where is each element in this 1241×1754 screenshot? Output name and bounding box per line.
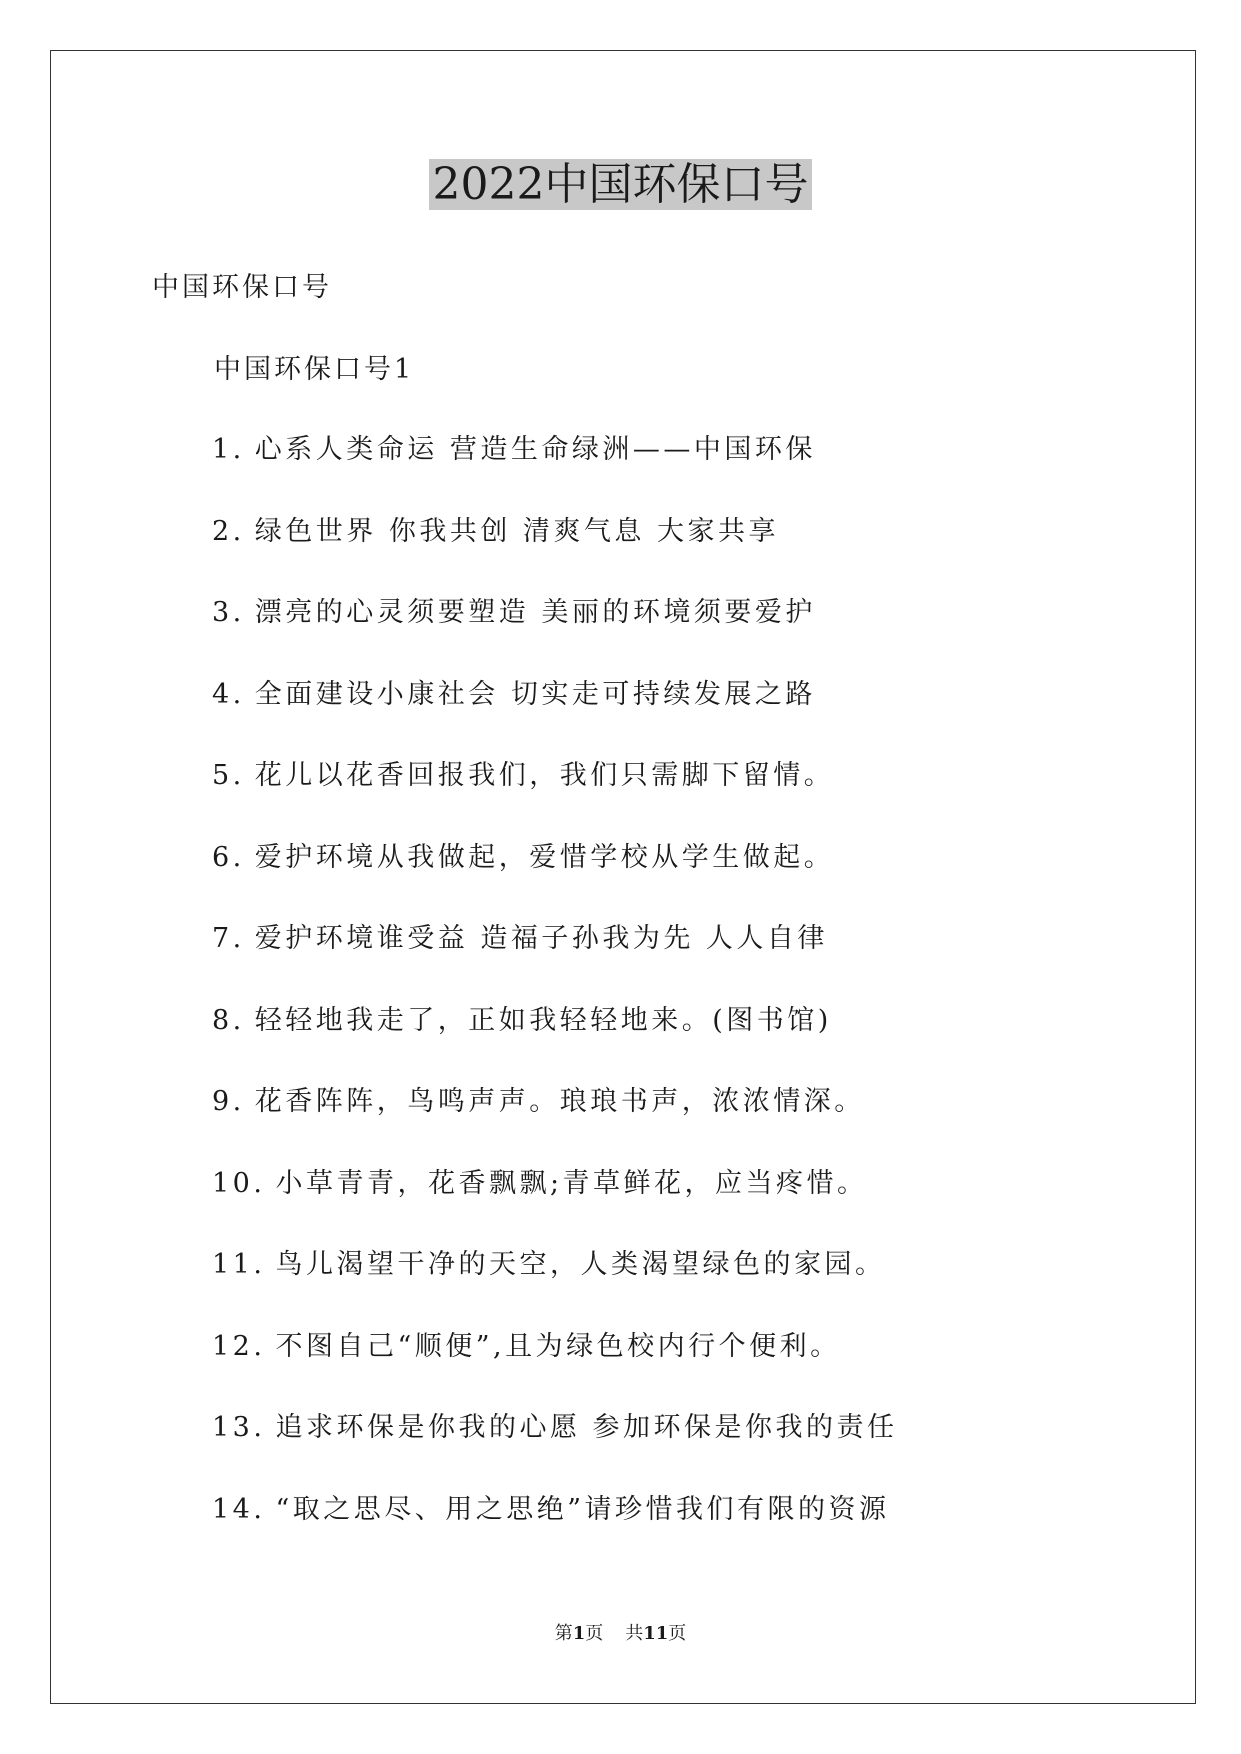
footer-total-pages: 11 bbox=[643, 1623, 669, 1644]
slogan-number: 8. bbox=[212, 1004, 245, 1036]
slogan-text: 爱护环境从我做起，爱惜学校从学生做起。 bbox=[254, 841, 835, 873]
slogan-item bbox=[212, 838, 898, 920]
slogan-number: 6. bbox=[212, 841, 245, 873]
document-title-text: 2022中国环保口号 bbox=[429, 159, 813, 210]
slogan-text: 鸟儿渴望干净的天空，人类渴望绿色的家园。 bbox=[275, 1249, 886, 1280]
slogan-item bbox=[212, 430, 898, 512]
slogan-text: 心系人类命运 营造生命绿洲——中国环保 bbox=[254, 434, 816, 465]
slogan-number: 3. bbox=[212, 597, 245, 628]
slogan-item bbox=[212, 1490, 898, 1572]
slogan-item bbox=[212, 1245, 898, 1327]
slogan-number: 1. bbox=[212, 434, 245, 465]
slogan-text: “取之思尽、用之思绝”请珍惜我们有限的资源 bbox=[275, 1493, 890, 1525]
slogan-item bbox=[212, 1408, 898, 1490]
slogan-number: 11. bbox=[212, 1249, 266, 1280]
section-heading: 中国环保口号 bbox=[152, 272, 332, 303]
slogan-text: 绿色世界 你我共创 清爽气息 大家共享 bbox=[254, 515, 780, 547]
slogan-text: 小草青青，花香飘飘;青草鲜花，应当疼惜。 bbox=[275, 1167, 868, 1199]
slogan-item bbox=[212, 1001, 898, 1083]
slogan-item bbox=[212, 512, 898, 594]
slogan-number: 2. bbox=[212, 515, 245, 547]
slogan-item bbox=[212, 593, 898, 675]
slogan-number: 5. bbox=[212, 760, 245, 791]
footer-current-page: 1 bbox=[572, 1623, 586, 1644]
slogan-number: 14. bbox=[212, 1493, 266, 1525]
slogan-item bbox=[212, 1327, 898, 1409]
slogan-number: 12. bbox=[212, 1330, 266, 1362]
slogan-text: 全面建设小康社会 切实走可持续发展之路 bbox=[254, 678, 816, 710]
slogan-number: 7. bbox=[212, 923, 245, 954]
slogan-number: 4. bbox=[212, 678, 245, 710]
page-footer bbox=[0, 1622, 1241, 1646]
slogan-item bbox=[212, 756, 898, 838]
slogan-text: 爱护环境谁受益 造福子孙我为先 人人自律 bbox=[254, 923, 828, 954]
slogan-number: 13. bbox=[212, 1412, 266, 1443]
document-title bbox=[0, 155, 1241, 215]
slogan-text: 轻轻地我走了，正如我轻轻地来。(图书馆) bbox=[254, 1004, 832, 1036]
footer-total-prefix: 共 bbox=[625, 1623, 644, 1644]
slogan-list bbox=[212, 430, 898, 1571]
slogan-item bbox=[212, 919, 898, 1001]
footer-page-suffix: 页 bbox=[585, 1623, 604, 1644]
slogan-item bbox=[212, 675, 898, 757]
slogan-number: 9. bbox=[212, 1086, 245, 1117]
sub-heading: 中国环保口号1 bbox=[214, 354, 415, 385]
slogan-text: 追求环保是你我的心愿 参加环保是你我的责任 bbox=[275, 1412, 898, 1443]
footer-total-suffix: 页 bbox=[668, 1623, 687, 1644]
slogan-text: 漂亮的心灵须要塑造 美丽的环境须要爱护 bbox=[254, 597, 816, 628]
slogan-number: 10. bbox=[212, 1167, 266, 1199]
slogan-text: 不图自己“顺便”,且为绿色校内行个便利。 bbox=[275, 1330, 841, 1362]
slogan-text: 花香阵阵，鸟鸣声声。琅琅书声，浓浓情深。 bbox=[254, 1086, 865, 1117]
footer-page-prefix: 第 bbox=[554, 1623, 573, 1644]
slogan-item bbox=[212, 1164, 898, 1246]
slogan-item bbox=[212, 1082, 898, 1164]
slogan-text: 花儿以花香回报我们，我们只需脚下留情。 bbox=[254, 760, 835, 791]
